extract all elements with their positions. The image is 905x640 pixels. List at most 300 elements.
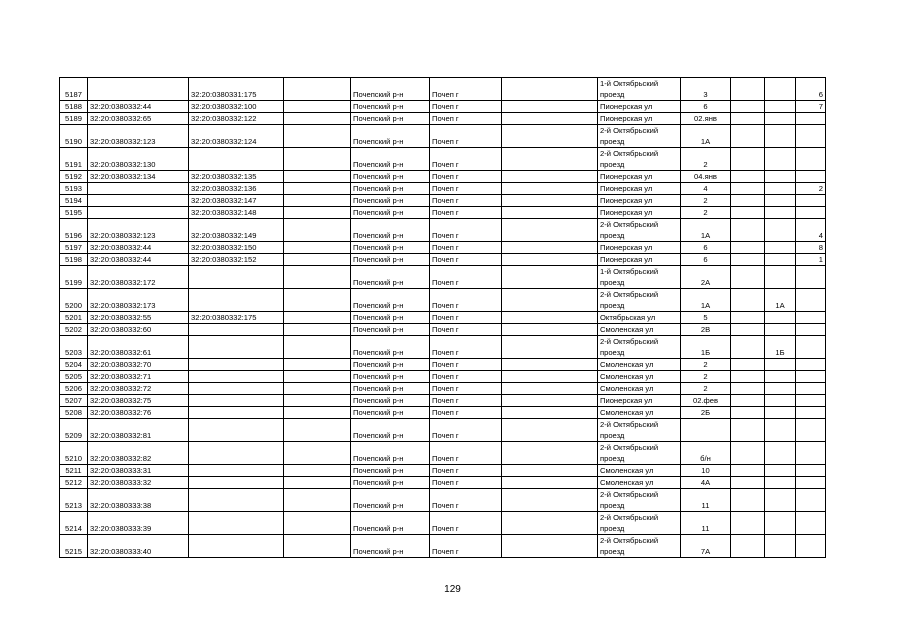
city-cell: Почеп г — [430, 477, 502, 489]
apartment-cell — [796, 383, 826, 395]
street-cell: 2-й Октябрьский проезд — [598, 512, 681, 535]
empty-cell — [502, 489, 598, 512]
house-number-cell: 6 — [681, 101, 731, 113]
empty-cell — [284, 477, 351, 489]
house-number-cell: 2 — [681, 359, 731, 371]
empty-cell — [502, 407, 598, 419]
row-number: 5213 — [60, 489, 88, 512]
district-cell: Почепский р-н — [351, 207, 430, 219]
street-cell: Пионерская ул — [598, 101, 681, 113]
building-cell — [765, 407, 796, 419]
row-number: 5193 — [60, 183, 88, 195]
empty-cell — [284, 113, 351, 125]
empty-cell — [284, 266, 351, 289]
house-number-cell: б/н — [681, 442, 731, 465]
city-cell: Почеп г — [430, 312, 502, 324]
house-number-cell: 1А — [681, 219, 731, 242]
cadastral-number-2-cell — [189, 535, 284, 558]
cadastral-number-2-cell — [189, 336, 284, 359]
building-cell — [765, 383, 796, 395]
building-cell — [765, 371, 796, 383]
apartment-cell — [796, 535, 826, 558]
apartment-cell — [796, 359, 826, 371]
apartment-cell — [796, 207, 826, 219]
empty-cell — [502, 78, 598, 101]
empty-cell — [284, 383, 351, 395]
table-row — [60, 101, 826, 113]
empty-cell — [284, 148, 351, 171]
empty-cell — [284, 219, 351, 242]
house-number-cell: 10 — [681, 465, 731, 477]
registry-table-body — [60, 78, 826, 558]
street-cell: Пионерская ул — [598, 395, 681, 407]
street-cell: Смоленская ул — [598, 371, 681, 383]
house-number-cell: 6 — [681, 254, 731, 266]
cadastral-number-2-cell — [189, 465, 284, 477]
cadastral-number-2-cell — [189, 489, 284, 512]
table-row — [60, 359, 826, 371]
row-number: 5187 — [60, 78, 88, 101]
empty-cell — [731, 407, 765, 419]
empty-cell — [502, 477, 598, 489]
building-cell — [765, 207, 796, 219]
street-cell: Смоленская ул — [598, 477, 681, 489]
cadastral-number-cell: 32:20:0380332:61 — [88, 336, 189, 359]
table-row — [60, 477, 826, 489]
building-cell — [765, 489, 796, 512]
apartment-cell — [796, 407, 826, 419]
building-cell — [765, 395, 796, 407]
building-cell — [765, 171, 796, 183]
district-cell: Почепский р-н — [351, 101, 430, 113]
building-cell — [765, 148, 796, 171]
cadastral-number-cell: 32:20:0380333:38 — [88, 489, 189, 512]
apartment-cell — [796, 465, 826, 477]
empty-cell — [731, 125, 765, 148]
building-cell: 1А — [765, 289, 796, 312]
cadastral-number-cell: 32:20:0380332:44 — [88, 242, 189, 254]
apartment-cell: 8 — [796, 242, 826, 254]
empty-cell — [731, 359, 765, 371]
street-cell: Пионерская ул — [598, 183, 681, 195]
city-cell: Почеп г — [430, 171, 502, 183]
table-row — [60, 254, 826, 266]
table-row — [60, 371, 826, 383]
row-number: 5214 — [60, 512, 88, 535]
apartment-cell — [796, 113, 826, 125]
apartment-cell — [796, 419, 826, 442]
street-cell: Смоленская ул — [598, 383, 681, 395]
house-number-cell: 2А — [681, 266, 731, 289]
cadastral-number-2-cell — [189, 419, 284, 442]
empty-cell — [284, 78, 351, 101]
registry-table — [59, 77, 826, 558]
empty-cell — [502, 535, 598, 558]
empty-cell — [731, 148, 765, 171]
empty-cell — [502, 195, 598, 207]
empty-cell — [502, 148, 598, 171]
street-cell: 2-й Октябрьский проезд — [598, 489, 681, 512]
empty-cell — [502, 383, 598, 395]
row-number: 5200 — [60, 289, 88, 312]
street-cell: 2-й Октябрьский проезд — [598, 148, 681, 171]
city-cell: Почеп г — [430, 535, 502, 558]
building-cell — [765, 266, 796, 289]
city-cell: Почеп г — [430, 219, 502, 242]
row-number: 5192 — [60, 171, 88, 183]
empty-cell — [731, 535, 765, 558]
house-number-cell: 2В — [681, 324, 731, 336]
district-cell: Почепский р-н — [351, 419, 430, 442]
city-cell: Почеп г — [430, 183, 502, 195]
cadastral-number-2-cell — [189, 477, 284, 489]
district-cell: Почепский р-н — [351, 242, 430, 254]
district-cell: Почепский р-н — [351, 465, 430, 477]
street-cell: Смоленская ул — [598, 359, 681, 371]
empty-cell — [284, 535, 351, 558]
empty-cell — [284, 512, 351, 535]
row-number: 5197 — [60, 242, 88, 254]
cadastral-number-cell: 32:20:0380332:134 — [88, 171, 189, 183]
apartment-cell — [796, 477, 826, 489]
street-cell: 2-й Октябрьский проезд — [598, 442, 681, 465]
table-row — [60, 219, 826, 242]
row-number: 5199 — [60, 266, 88, 289]
district-cell: Почепский р-н — [351, 289, 430, 312]
district-cell: Почепский р-н — [351, 78, 430, 101]
apartment-cell — [796, 442, 826, 465]
cadastral-number-cell: 32:20:0380332:76 — [88, 407, 189, 419]
row-number: 5212 — [60, 477, 88, 489]
city-cell: Почеп г — [430, 266, 502, 289]
cadastral-number-cell: 32:20:0380332:130 — [88, 148, 189, 171]
cadastral-number-cell: 32:20:0380332:172 — [88, 266, 189, 289]
building-cell — [765, 419, 796, 442]
apartment-cell — [796, 336, 826, 359]
house-number-cell: 2 — [681, 207, 731, 219]
row-number: 5189 — [60, 113, 88, 125]
empty-cell — [731, 419, 765, 442]
building-cell — [765, 465, 796, 477]
cadastral-number-cell — [88, 207, 189, 219]
empty-cell — [284, 289, 351, 312]
empty-cell — [731, 289, 765, 312]
house-number-cell — [681, 419, 731, 442]
cadastral-number-cell: 32:20:0380332:70 — [88, 359, 189, 371]
cadastral-number-2-cell: 32:20:0380332:152 — [189, 254, 284, 266]
empty-cell — [502, 371, 598, 383]
house-number-cell: 5 — [681, 312, 731, 324]
district-cell: Почепский р-н — [351, 371, 430, 383]
building-cell — [765, 324, 796, 336]
row-number: 5207 — [60, 395, 88, 407]
street-cell: Пионерская ул — [598, 171, 681, 183]
empty-cell — [731, 371, 765, 383]
empty-cell — [284, 207, 351, 219]
street-cell: Смоленская ул — [598, 324, 681, 336]
cadastral-number-cell: 32:20:0380332:81 — [88, 419, 189, 442]
table-row — [60, 78, 826, 101]
city-cell: Почеп г — [430, 465, 502, 477]
cadastral-number-cell: 32:20:0380332:173 — [88, 289, 189, 312]
empty-cell — [731, 219, 765, 242]
house-number-cell: 1А — [681, 125, 731, 148]
street-cell: Пионерская ул — [598, 242, 681, 254]
apartment-cell — [796, 125, 826, 148]
cadastral-number-2-cell: 32:20:0380332:148 — [189, 207, 284, 219]
cadastral-number-cell — [88, 195, 189, 207]
table-row — [60, 512, 826, 535]
empty-cell — [502, 442, 598, 465]
house-number-cell: 02.янв — [681, 113, 731, 125]
row-number: 5191 — [60, 148, 88, 171]
table-row — [60, 289, 826, 312]
cadastral-number-2-cell: 32:20:0380332:124 — [189, 125, 284, 148]
empty-cell — [731, 336, 765, 359]
city-cell: Почеп г — [430, 207, 502, 219]
cadastral-number-cell — [88, 183, 189, 195]
cadastral-number-cell: 32:20:0380332:55 — [88, 312, 189, 324]
table-row — [60, 407, 826, 419]
empty-cell — [502, 324, 598, 336]
row-number: 5203 — [60, 336, 88, 359]
apartment-cell: 2 — [796, 183, 826, 195]
empty-cell — [284, 312, 351, 324]
apartment-cell — [796, 312, 826, 324]
table-row — [60, 183, 826, 195]
house-number-cell: 2 — [681, 371, 731, 383]
district-cell: Почепский р-н — [351, 125, 430, 148]
table-row — [60, 442, 826, 465]
empty-cell — [502, 312, 598, 324]
cadastral-number-2-cell — [189, 395, 284, 407]
row-number: 5210 — [60, 442, 88, 465]
cadastral-number-cell: 32:20:0380332:65 — [88, 113, 189, 125]
street-cell: Смоленская ул — [598, 465, 681, 477]
cadastral-number-cell: 32:20:0380333:31 — [88, 465, 189, 477]
table-row — [60, 324, 826, 336]
empty-cell — [502, 266, 598, 289]
district-cell: Почепский р-н — [351, 312, 430, 324]
city-cell: Почеп г — [430, 442, 502, 465]
apartment-cell — [796, 171, 826, 183]
cadastral-number-cell: 32:20:0380332:72 — [88, 383, 189, 395]
cadastral-number-2-cell: 32:20:0380332:136 — [189, 183, 284, 195]
empty-cell — [284, 171, 351, 183]
cadastral-number-cell: 32:20:0380332:75 — [88, 395, 189, 407]
table-row — [60, 395, 826, 407]
cadastral-number-2-cell — [189, 324, 284, 336]
row-number: 5188 — [60, 101, 88, 113]
cadastral-number-cell: 32:20:0380333:32 — [88, 477, 189, 489]
apartment-cell: 6 — [796, 78, 826, 101]
row-number: 5215 — [60, 535, 88, 558]
empty-cell — [731, 101, 765, 113]
empty-cell — [731, 442, 765, 465]
house-number-cell: 3 — [681, 78, 731, 101]
district-cell: Почепский р-н — [351, 512, 430, 535]
cadastral-number-2-cell: 32:20:0380331:175 — [189, 78, 284, 101]
empty-cell — [284, 101, 351, 113]
city-cell: Почеп г — [430, 195, 502, 207]
table-row — [60, 336, 826, 359]
empty-cell — [284, 242, 351, 254]
empty-cell — [284, 359, 351, 371]
house-number-cell: 2 — [681, 383, 731, 395]
empty-cell — [502, 207, 598, 219]
empty-cell — [284, 395, 351, 407]
street-cell: 2-й Октябрьский проезд — [598, 125, 681, 148]
street-cell: Пионерская ул — [598, 195, 681, 207]
row-number: 5204 — [60, 359, 88, 371]
empty-cell — [502, 113, 598, 125]
city-cell: Почеп г — [430, 125, 502, 148]
table-row — [60, 125, 826, 148]
street-cell: 2-й Октябрьский проезд — [598, 289, 681, 312]
cadastral-number-cell: 32:20:0380333:40 — [88, 535, 189, 558]
apartment-cell — [796, 395, 826, 407]
row-number: 5190 — [60, 125, 88, 148]
row-number: 5195 — [60, 207, 88, 219]
building-cell — [765, 242, 796, 254]
district-cell: Почепский р-н — [351, 336, 430, 359]
building-cell — [765, 359, 796, 371]
building-cell — [765, 254, 796, 266]
empty-cell — [731, 489, 765, 512]
city-cell: Почеп г — [430, 383, 502, 395]
table-row — [60, 266, 826, 289]
table-row — [60, 113, 826, 125]
building-cell — [765, 312, 796, 324]
district-cell: Почепский р-н — [351, 477, 430, 489]
empty-cell — [502, 171, 598, 183]
empty-cell — [284, 407, 351, 419]
building-cell — [765, 101, 796, 113]
empty-cell — [731, 171, 765, 183]
empty-cell — [731, 465, 765, 477]
city-cell: Почеп г — [430, 419, 502, 442]
page-number: 129 — [444, 584, 461, 595]
empty-cell — [284, 195, 351, 207]
row-number: 5211 — [60, 465, 88, 477]
house-number-cell: 02.фев — [681, 395, 731, 407]
house-number-cell: 11 — [681, 489, 731, 512]
empty-cell — [502, 125, 598, 148]
building-cell — [765, 195, 796, 207]
district-cell: Почепский р-н — [351, 195, 430, 207]
empty-cell — [502, 359, 598, 371]
city-cell: Почеп г — [430, 148, 502, 171]
city-cell: Почеп г — [430, 101, 502, 113]
building-cell: 1Б — [765, 336, 796, 359]
house-number-cell: 1Б — [681, 336, 731, 359]
table-row — [60, 419, 826, 442]
building-cell — [765, 535, 796, 558]
empty-cell — [502, 254, 598, 266]
house-number-cell: 2 — [681, 195, 731, 207]
empty-cell — [731, 383, 765, 395]
empty-cell — [284, 465, 351, 477]
cadastral-number-2-cell: 32:20:0380332:122 — [189, 113, 284, 125]
empty-cell — [284, 489, 351, 512]
street-cell: 2-й Октябрьский проезд — [598, 419, 681, 442]
empty-cell — [731, 113, 765, 125]
apartment-cell — [796, 289, 826, 312]
empty-cell — [502, 336, 598, 359]
apartment-cell: 7 — [796, 101, 826, 113]
cadastral-number-2-cell: 32:20:0380332:100 — [189, 101, 284, 113]
cadastral-number-2-cell — [189, 442, 284, 465]
empty-cell — [731, 324, 765, 336]
building-cell — [765, 183, 796, 195]
cadastral-number-2-cell: 32:20:0380332:135 — [189, 171, 284, 183]
building-cell — [765, 442, 796, 465]
cadastral-number-2-cell: 32:20:0380332:149 — [189, 219, 284, 242]
district-cell: Почепский р-н — [351, 383, 430, 395]
district-cell: Почепский р-н — [351, 266, 430, 289]
street-cell: 1-й Октябрьский проезд — [598, 78, 681, 101]
empty-cell — [731, 195, 765, 207]
cadastral-number-2-cell — [189, 148, 284, 171]
cadastral-number-cell: 32:20:0380332:71 — [88, 371, 189, 383]
table-row — [60, 148, 826, 171]
district-cell: Почепский р-н — [351, 407, 430, 419]
house-number-cell: 6 — [681, 242, 731, 254]
table-row — [60, 207, 826, 219]
cadastral-number-cell: 32:20:0380333:39 — [88, 512, 189, 535]
cadastral-number-cell — [88, 78, 189, 101]
district-cell: Почепский р-н — [351, 113, 430, 125]
street-cell: Пионерская ул — [598, 113, 681, 125]
empty-cell — [502, 465, 598, 477]
district-cell: Почепский р-н — [351, 395, 430, 407]
row-number: 5209 — [60, 419, 88, 442]
house-number-cell: 7А — [681, 535, 731, 558]
row-number: 5201 — [60, 312, 88, 324]
district-cell: Почепский р-н — [351, 535, 430, 558]
street-cell: Пионерская ул — [598, 207, 681, 219]
apartment-cell — [796, 512, 826, 535]
apartment-cell: 4 — [796, 219, 826, 242]
building-cell — [765, 125, 796, 148]
cadastral-number-2-cell — [189, 371, 284, 383]
table-row — [60, 535, 826, 558]
cadastral-number-cell: 32:20:0380332:123 — [88, 219, 189, 242]
empty-cell — [284, 254, 351, 266]
house-number-cell: 2Б — [681, 407, 731, 419]
city-cell: Почеп г — [430, 254, 502, 266]
cadastral-number-cell: 32:20:0380332:60 — [88, 324, 189, 336]
apartment-cell: 1 — [796, 254, 826, 266]
empty-cell — [731, 266, 765, 289]
empty-cell — [502, 219, 598, 242]
building-cell — [765, 219, 796, 242]
city-cell: Почеп г — [430, 512, 502, 535]
cadastral-number-2-cell — [189, 289, 284, 312]
table-row — [60, 383, 826, 395]
empty-cell — [284, 419, 351, 442]
row-number: 5198 — [60, 254, 88, 266]
cadastral-number-cell: 32:20:0380332:44 — [88, 254, 189, 266]
house-number-cell: 4А — [681, 477, 731, 489]
street-cell: Смоленская ул — [598, 407, 681, 419]
city-cell: Почеп г — [430, 324, 502, 336]
apartment-cell — [796, 324, 826, 336]
cadastral-number-cell: 32:20:0380332:44 — [88, 101, 189, 113]
city-cell: Почеп г — [430, 489, 502, 512]
district-cell: Почепский р-н — [351, 442, 430, 465]
city-cell: Почеп г — [430, 336, 502, 359]
